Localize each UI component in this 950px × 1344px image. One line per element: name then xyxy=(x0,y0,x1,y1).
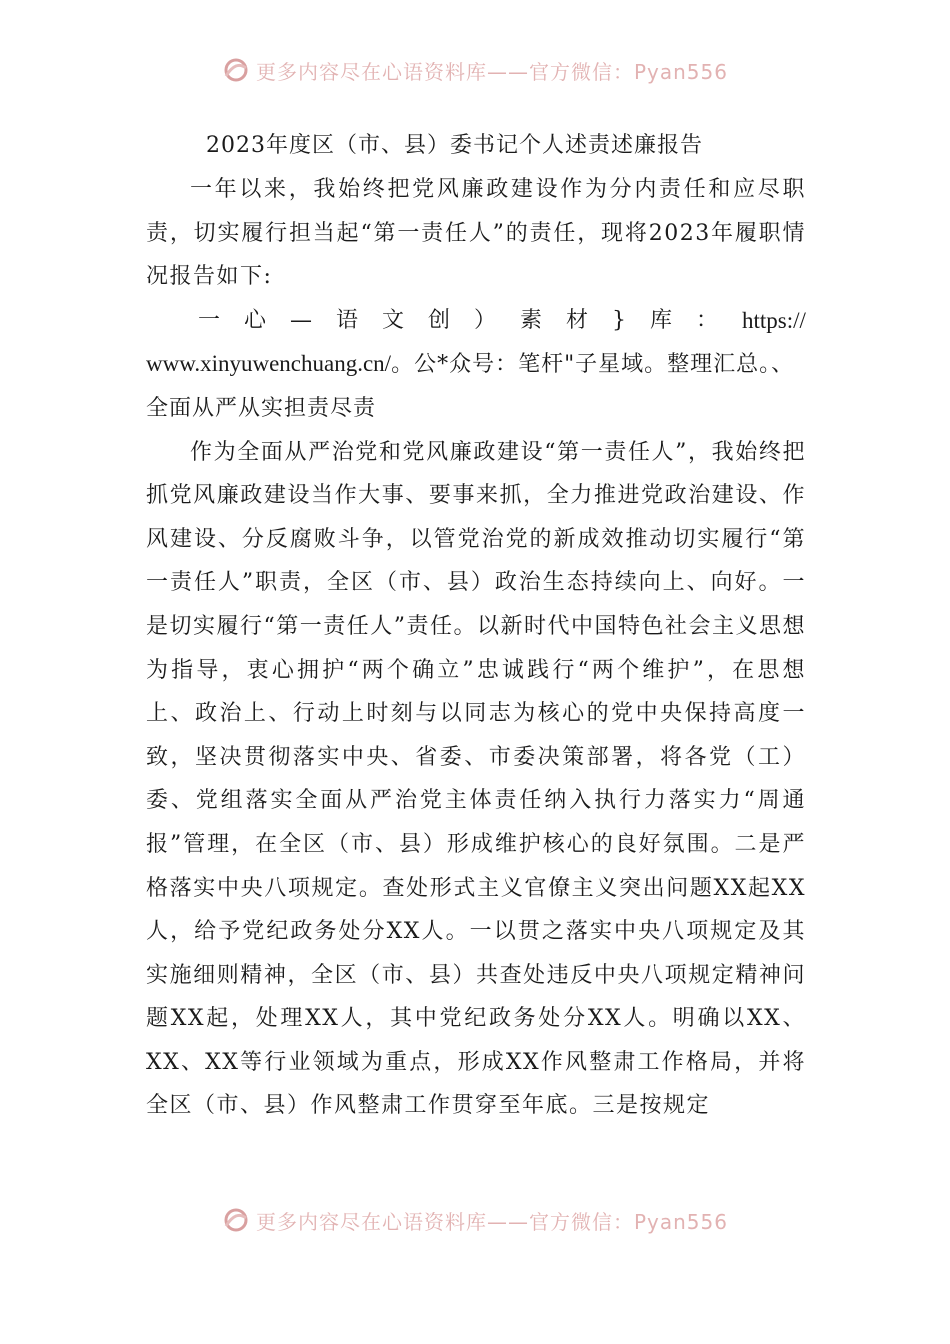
promo-char: 材 xyxy=(565,307,588,333)
watermark-text: 更多内容尽在心语资料库——官方微信：Pyan556 xyxy=(255,59,728,84)
intro-paragraph: 一年以来，我始终把党风廉政建设作为分内责任和应尽职责，切实履行担当起“第一责任人”的责任，现将2023年履职情况报告如下: xyxy=(146,177,806,290)
promo-continuation xyxy=(146,342,806,430)
watermark-logo-icon xyxy=(222,56,250,84)
promo-char: ： xyxy=(695,307,718,333)
document-body xyxy=(146,126,806,1128)
promo-char: — xyxy=(290,307,312,333)
promo-char: ） xyxy=(473,307,496,333)
watermark-text: 更多内容尽在心语资料库——官方微信：Pyan556 xyxy=(255,1209,728,1234)
promo-url-tail[interactable]: www.xinyuwenchuang.cn/ xyxy=(146,351,392,377)
promo-line xyxy=(146,299,806,343)
promo-suffix: 。公*众号：笔杆"子星域。整理汇总。、全面从严从实担责尽责 xyxy=(146,352,795,421)
header-watermark xyxy=(0,50,950,90)
footer-watermark xyxy=(0,1200,950,1240)
promo-char: 库 xyxy=(649,307,672,333)
promo-char: 文 xyxy=(381,307,404,333)
document-title: 2023年度区（市、县）委书记个人述责述廉报告 xyxy=(206,133,703,158)
promo-char: 语 xyxy=(335,307,358,333)
promo-url-head[interactable]: https:// xyxy=(741,307,806,333)
promo-char: 一 xyxy=(198,307,221,333)
watermark-logo-icon xyxy=(222,1206,250,1234)
promo-char: 素 xyxy=(519,307,542,333)
promo-char: 创 xyxy=(427,307,450,333)
body-paragraph: 作为全面从严治党和党风廉政建设“第一责任人”，我始终把抓党风廉政建设当作大事、要事来抓，全力推进党政治建设、作风建设、分反腐败斗争，以管党治党的新成效推动切实履行“第一责任人”职责，全区（市、县）政治生态持续向上、向好。一是切实履行“第一责任人”责任。以新时代中国特色社会主义思想为指导，衷心拥护“两个确立”忠诚践行“两个维护”，在思想上、政治上、行动上时刻与以同志为核心的党中央保持高度一致，坚决贯彻落实中央、省委、市委决策部署，将各党（工）委、党组落实全面从严治党主体责任纳入执行力落实力“周通报”管理，在全区（市、县）形成维护核心的良好氛围。二是严格落实中央八项规定。查处形式主义官僚主义突出问题XX起XX人，给予党纪政务处分XX人。一以贯之落实中央八项规定及其实施细则精神，全区（市、县）共查处违反中央八项规定精神问题XX起，处理XX人，其中党纪政务处分XX人。明确以XX、XX、XX等行业领域为重点，形成XX作风整肃工作格局，并将全区（市、县）作风整肃工作贯穿至年底。三是按规定 xyxy=(146,439,806,1119)
promo-char: 心 xyxy=(244,307,267,333)
promo-char: } xyxy=(611,307,626,333)
